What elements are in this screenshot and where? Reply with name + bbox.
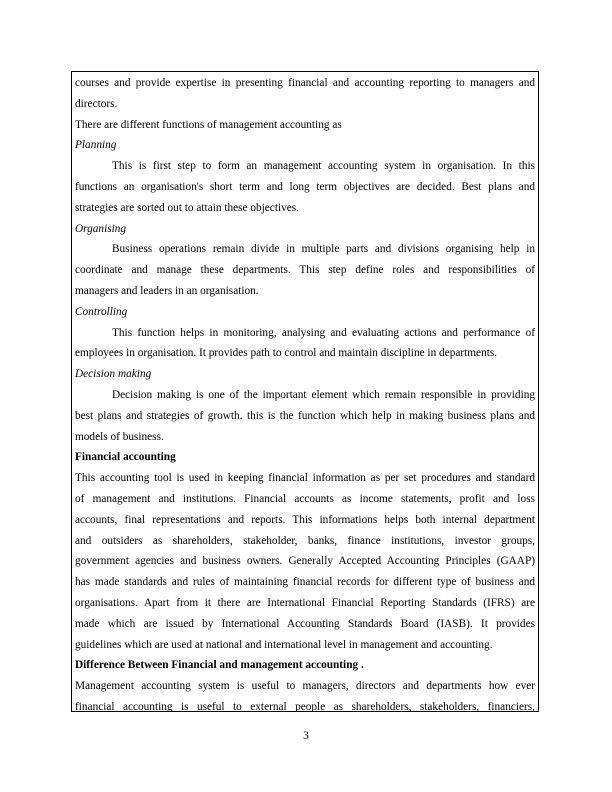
document-body bbox=[75, 73, 535, 712]
section-heading: Financial accounting bbox=[75, 451, 176, 464]
subheading: Organising bbox=[75, 222, 127, 235]
paragraph-line: and outsiders as shareholders, stakeholder, banks, finance institutions, investor groups, bbox=[75, 534, 535, 547]
paragraph-line: directors. bbox=[75, 97, 118, 110]
paragraph-line: Decision making is one of the important element which remain responsible in providing bbox=[112, 388, 535, 401]
paragraph-line: organisations. Apart from it there are International Financial Reporting Standards (IFRS) are bbox=[75, 596, 535, 609]
paragraph-line: Management accounting system is useful to managers, directors and departments how ever bbox=[75, 680, 535, 693]
paragraph-line: best plans and strategies of growth. this is the function which help in making business plans and bbox=[75, 409, 535, 422]
paragraph-line: There are different functions of management accounting as bbox=[75, 118, 342, 131]
paragraph-line: made which are issued by International Accounting Standards Board (IASB). It provides bbox=[75, 617, 535, 630]
paragraph-line: Business operations remain divide in multiple parts and divisions organising help in bbox=[112, 243, 535, 256]
paragraph-line: government agencies and business owners. Generally Accepted Accounting Principles (GAAP) bbox=[75, 555, 535, 568]
subheading: Planning bbox=[75, 139, 117, 152]
paragraph-line: This is first step to form an management accounting system in organisation. In this bbox=[112, 160, 535, 173]
paragraph-line: models of business. bbox=[75, 430, 164, 443]
paragraph-line: financial accounting is useful to external people as shareholders, stakeholders, financiers, bbox=[75, 700, 535, 712]
subheading: Decision making bbox=[75, 368, 152, 381]
paragraph-line: of management and institutions. Financial accounts as income statements, profit and loss bbox=[75, 492, 535, 505]
subheading: Controlling bbox=[75, 305, 128, 318]
paragraph-line: managers and leaders in an organisation. bbox=[75, 284, 259, 297]
paragraph-line: courses and provide expertise in presenting financial and accounting reporting to managers and bbox=[75, 77, 535, 89]
paragraph-line: employees in organisation. It provides path to control and maintain discipline in departments. bbox=[75, 347, 498, 360]
paragraph-line: This function helps in monitoring, analysing and evaluating actions and performance of bbox=[112, 326, 535, 339]
paragraph-line: accounts, final representations and reports. This informations helps both internal department bbox=[75, 513, 535, 526]
paragraph-line: strategies are sorted out to attain these objectives. bbox=[75, 201, 299, 214]
paragraph-line: has made standards and rules of maintaining financial records for different type of business and bbox=[75, 576, 535, 589]
paragraph-line: functions an organisation's short term and long term objectives are decided. Best plans and bbox=[75, 180, 535, 193]
paragraph-line: guidelines which are used at national and international level in management and accounting. bbox=[75, 638, 493, 651]
text-frame bbox=[71, 71, 539, 712]
section-heading: Difference Between Financial and management accounting . bbox=[75, 659, 364, 672]
paragraph-line: This accounting tool is used in keeping financial information as per set procedures and standard bbox=[75, 472, 535, 485]
page-number: 3 bbox=[303, 730, 309, 742]
paragraph-line: coordinate and manage these departments. This step define roles and responsibilities of bbox=[75, 264, 535, 277]
